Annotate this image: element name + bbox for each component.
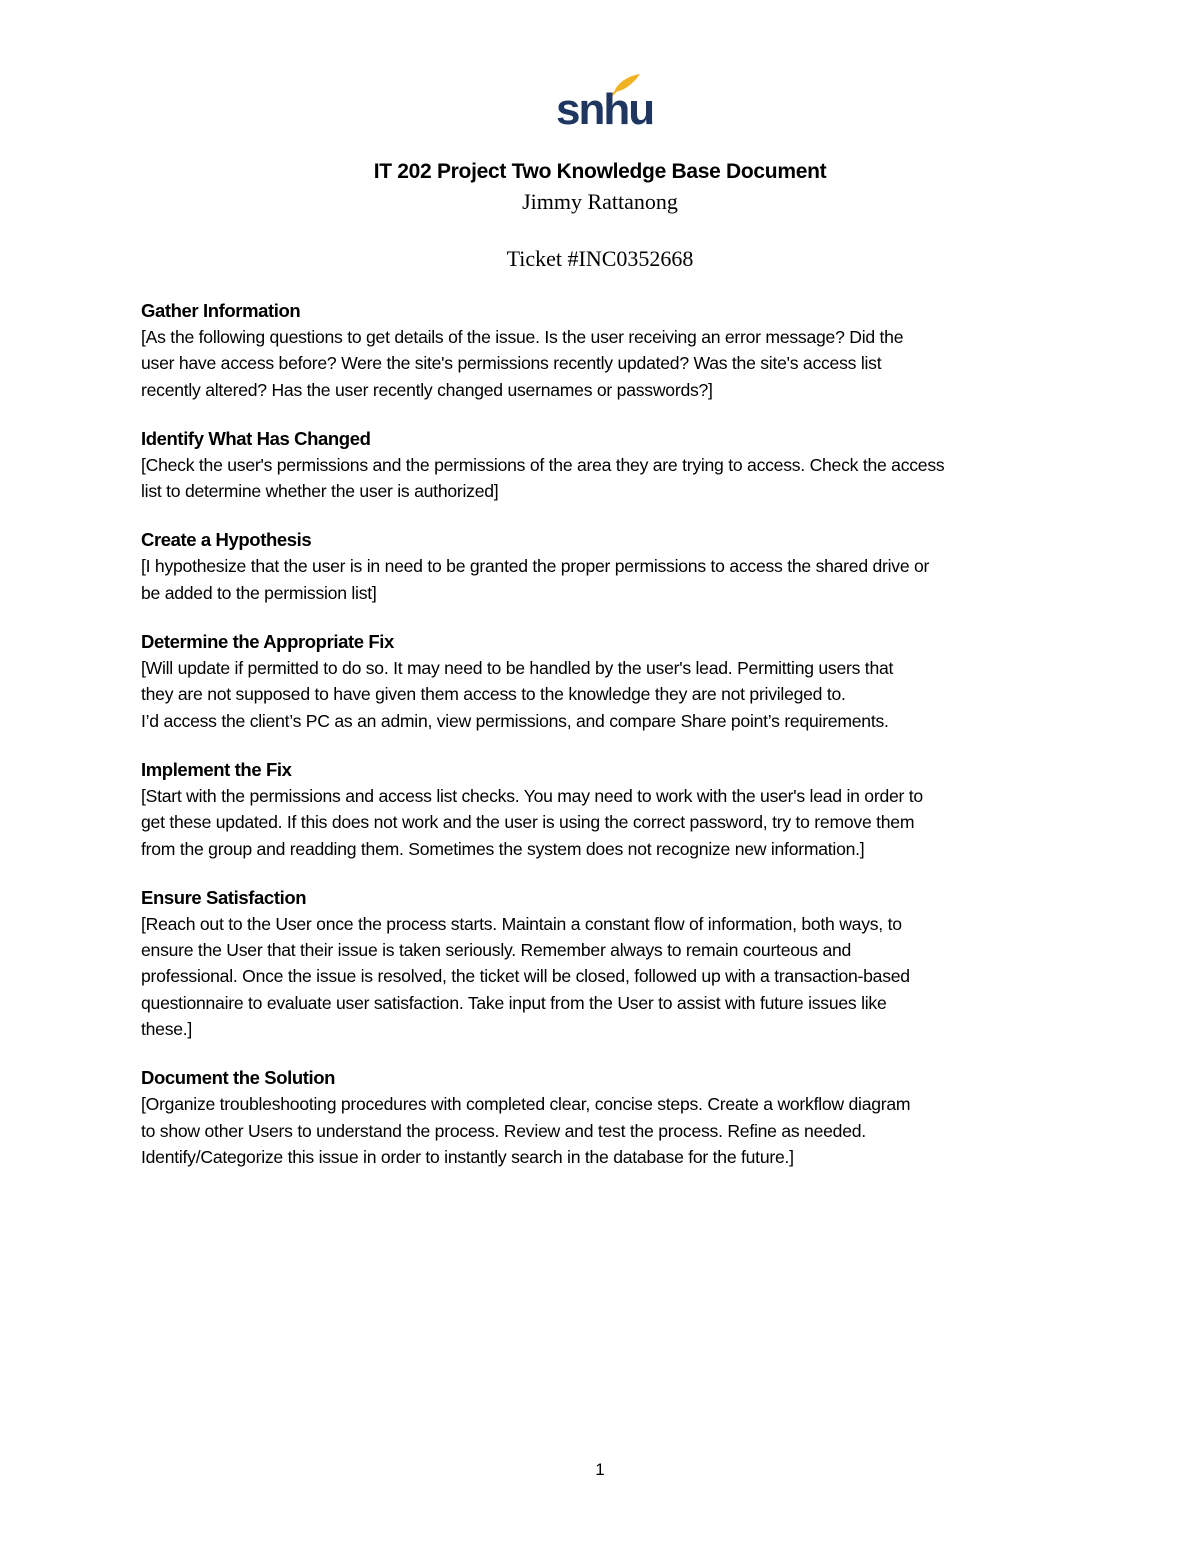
section-gather-information — [141, 298, 1066, 403]
section-text-line: be added to the permission list] — [141, 582, 377, 603]
section-text-line: user have access before? Were the site's permissions recently updated? Was the site's access list — [141, 353, 882, 374]
section-ensure-satisfaction — [141, 885, 1066, 1042]
section-text-line: [As the following questions to get details of the issue. Is the user receiving an error message? Did the — [141, 327, 904, 347]
section-heading: Ensure Satisfaction — [141, 886, 307, 908]
section-text-line: they are not supposed to have given them access to the knowledge they are not privileged to. — [141, 684, 846, 705]
knowledge-base-sections — [141, 298, 1066, 1193]
section-text-line: [I hypothesize that the user is in need to be granted the proper permissions to access the shared drive or — [141, 556, 930, 577]
page-number: 1 — [595, 1460, 605, 1479]
section-text-line: Identify/Categorize this issue in order to instantly search in the database for the future.] — [141, 1146, 794, 1167]
snhu-logo — [556, 72, 654, 134]
section-heading: Identify What Has Changed — [141, 427, 371, 449]
section-text-line: these.] — [141, 1019, 193, 1040]
section-identify-what-has-changed — [141, 426, 1066, 505]
section-text-line: from the group and readding them. Sometimes the system does not recognize new information.] — [141, 838, 865, 859]
section-text-line: I’d access the client’s PC as an admin, view permissions, and compare Share point’s requirements. — [141, 710, 889, 731]
section-text-line: recently altered? Has the user recently changed usernames or passwords?] — [141, 379, 713, 400]
section-text-line: [Reach out to the User once the process starts. Maintain a constant flow of information, both ways, to — [141, 913, 902, 934]
document-author: Jimmy Rattanong — [522, 189, 678, 214]
section-heading: Document the Solution — [141, 1067, 336, 1089]
section-text-line: [Organize troubleshooting procedures with completed clear, concise steps. Create a workflow diagram — [141, 1094, 911, 1115]
section-text-line: questionnaire to evaluate user satisfaction. Take input from the User to assist with future issues like — [141, 992, 887, 1013]
section-implement-the-fix — [141, 757, 1066, 862]
section-document-the-solution — [141, 1065, 1066, 1170]
ticket-number: Ticket #INC0352668 — [506, 246, 694, 271]
section-text-line: [Will update if permitted to do so. It may need to be handled by the user's lead. Permitting users that — [141, 658, 894, 679]
section-text-line: to show other Users to understand the process. Review and test the process. Refine as needed. — [141, 1120, 866, 1141]
section-create-a-hypothesis — [141, 527, 1066, 606]
section-text-line: get these updated. If this does not work and the user is using the correct password, try to remove them — [141, 812, 915, 833]
section-heading: Create a Hypothesis — [141, 529, 312, 551]
section-text-line: [Start with the permissions and access list checks. You may need to work with the user's lead in order to — [141, 785, 923, 806]
section-heading: Gather Information — [141, 300, 301, 321]
logo-wordmark: snhu — [556, 85, 654, 134]
section-text-line: ensure the User that their issue is taken seriously. Remember always to remain courteous and — [141, 940, 852, 961]
section-heading: Determine the Appropriate Fix — [141, 631, 394, 653]
section-text-line: professional. Once the issue is resolved, the ticket will be closed, followed up with a transaction-based — [141, 966, 910, 987]
document-title: IT 202 Project Two Knowledge Base Document — [373, 160, 827, 183]
section-heading: Implement the Fix — [141, 758, 292, 780]
section-determine-the-appropriate-fix — [141, 629, 1066, 734]
section-text-line: list to determine whether the user is authorized] — [141, 481, 499, 502]
section-text-line: [Check the user's permissions and the permissions of the area they are trying to access. Check the access — [141, 454, 945, 475]
